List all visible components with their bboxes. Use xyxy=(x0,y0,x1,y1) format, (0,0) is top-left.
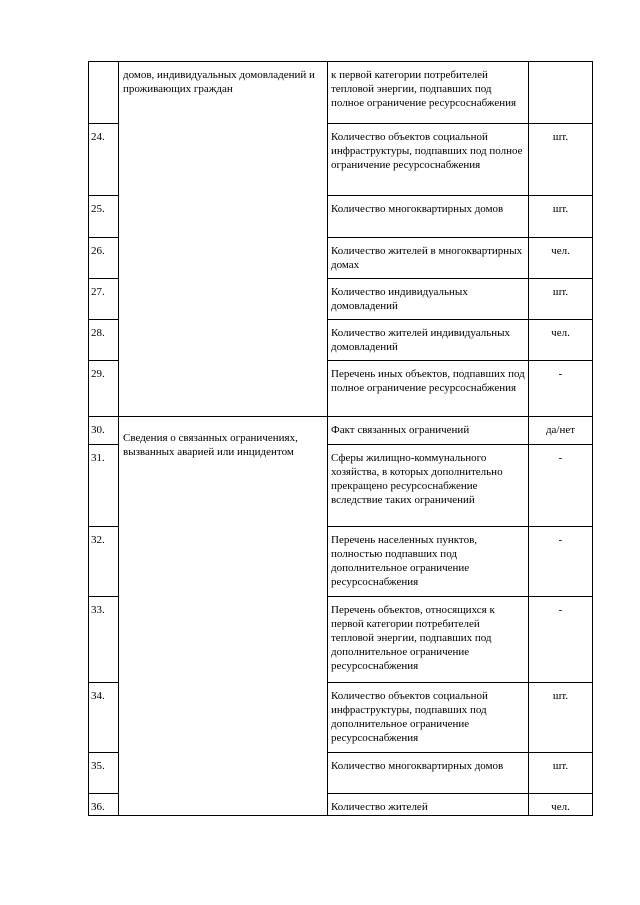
table-row xyxy=(89,417,593,445)
row-description: Количество многоквартирных домов xyxy=(328,753,529,794)
row-number: 30. xyxy=(89,417,119,445)
row-number: 34. xyxy=(89,683,119,753)
row-description: Количество жителей индивидуальных домовладений xyxy=(328,320,529,361)
row-number: 25. xyxy=(89,196,119,238)
row-unit xyxy=(529,62,593,124)
row-number xyxy=(89,62,119,124)
row-unit: чел. xyxy=(529,794,593,816)
row-description: Количество объектов социальной инфраструктуры, подпавших под дополнительное ограничение ресурсоснабжения xyxy=(328,683,529,753)
category-cell: Сведения о связанных ограничениях, вызванных аварией или инцидентом xyxy=(119,417,328,816)
row-unit: шт. xyxy=(529,124,593,196)
row-description: Перечень иных объектов, подпавших под полное ограничение ресурсоснабжения xyxy=(328,361,529,417)
row-description: Количество жителей xyxy=(328,794,529,816)
row-unit: шт. xyxy=(529,683,593,753)
row-number: 36. xyxy=(89,794,119,816)
row-description: к первой категории потребителей тепловой энергии, подпавших под полное ограничение ресурсоснабжения xyxy=(328,62,529,124)
data-table xyxy=(88,61,593,816)
row-number: 29. xyxy=(89,361,119,417)
row-unit: шт. xyxy=(529,279,593,320)
row-number: 32. xyxy=(89,527,119,597)
row-number: 24. xyxy=(89,124,119,196)
row-unit: - xyxy=(529,445,593,527)
row-description: Количество жителей в многоквартирных домах xyxy=(328,238,529,279)
row-number: 26. xyxy=(89,238,119,279)
row-unit: да/нет xyxy=(529,417,593,445)
category-cell: домов, индивидуальных домовладений и проживающих граждан xyxy=(119,62,328,417)
row-description: Количество индивидуальных домовладений xyxy=(328,279,529,320)
row-number: 31. xyxy=(89,445,119,527)
row-unit: чел. xyxy=(529,238,593,279)
row-description: Количество многоквартирных домов xyxy=(328,196,529,238)
row-unit: - xyxy=(529,527,593,597)
row-number: 35. xyxy=(89,753,119,794)
row-number: 28. xyxy=(89,320,119,361)
table-row xyxy=(89,62,593,124)
row-description: Перечень населенных пунктов, полностью подпавших под дополнительное ограничение ресурсоснабжения xyxy=(328,527,529,597)
row-unit: шт. xyxy=(529,753,593,794)
row-number: 27. xyxy=(89,279,119,320)
row-unit: - xyxy=(529,597,593,683)
row-number: 33. xyxy=(89,597,119,683)
row-description: Факт связанных ограничений xyxy=(328,417,529,445)
row-description: Количество объектов социальной инфраструктуры, подпавших под полное ограничение ресурсоснабжения xyxy=(328,124,529,196)
row-unit: чел. xyxy=(529,320,593,361)
row-unit: шт. xyxy=(529,196,593,238)
row-unit: - xyxy=(529,361,593,417)
row-description: Перечень объектов, относящихся к первой категории потребителей тепловой энергии, подпавших под дополнительное ограничение ресурсоснабжения xyxy=(328,597,529,683)
row-description: Сферы жилищно-коммунального хозяйства, в которых дополнительно прекращено ресурсоснабжение вследствие таких ограничений xyxy=(328,445,529,527)
